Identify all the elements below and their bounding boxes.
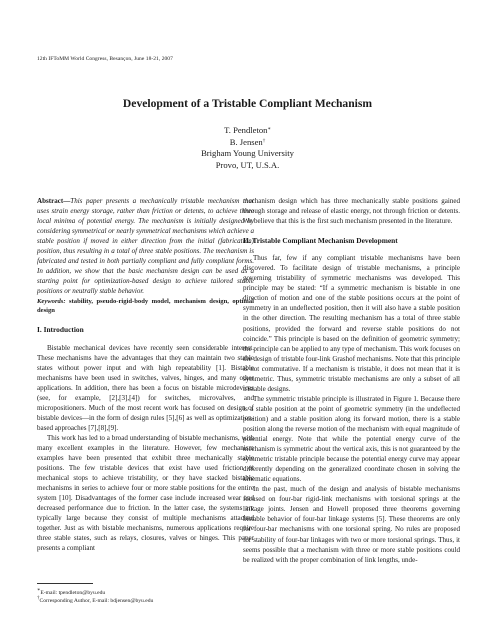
- intro-paragraph-2: This work has led to a broad understanding of bistable mechanisms, with many excellent examples in the literature. However, few mechanism examples have been presented that exhibit three mechanically stable positions. The few tristable devices that exist have used friction or mechanical stops to achieve tristability, or they have stacked bistable mechanisms in series to achieve four or more stable positions for the entire system [10]. Disadvantages of the former case include increased wear and decreased performance due to friction. In the latter case, the systems are typically large because they consist of multiple mechanisms attached together. Just as with bistable mechanisms, numerous applications require three stable states, such as relays, closures, valves or hinges. This paper presents a compliant: [37, 433, 254, 553]
- author-2: [0, 137, 495, 149]
- abstract: [37, 196, 254, 296]
- author-block: [0, 125, 495, 171]
- intro-paragraph-3: mechanism design which has three mechanically stable positions gained through storage and release of elastic energy, not through friction or detents. We believe that this is the first such mechanism presented in the literature.: [243, 197, 460, 226]
- author-1: [0, 125, 495, 137]
- location: Provo, UT, U.S.A.: [215, 159, 280, 170]
- footnote-1-text: E-mail: tpendleton@byu.edu: [40, 590, 106, 596]
- keywords: [37, 298, 254, 315]
- affiliation: Brigham Young University: [201, 148, 294, 158]
- right-column: [243, 196, 460, 565]
- footnote-1: [37, 589, 254, 597]
- footnote-2: [37, 597, 254, 605]
- paper-title: Development of a Tristable Compliant Mechanism: [122, 97, 373, 110]
- section2-paragraph-1: Thus far, few if any compliant tristable mechanisms have been discovered. To facilitate design of tristable mechanisms, a principle governing tristability of symmetric mechanisms was developed. This principle may be stated: “If a symmetric mechanism is bistable in one direction of motion and one of the stable positions occurs at the point of symmetry in an undeflected position, then it will also have a stable position in the other direction. The resulting mechanism has a total of three stable positions, provided the forward and reverse stable positions do not coincide.” This principle is based on the definition of geometric symmetry; the principle can be applied to any type of mechanism. This work focuses on the design of tristable four-link Grashof mechanisms. Note that this principle is not commutative. If a mechanism is tristable, it does not mean that it is symmetric. Thus, symmetric tristable mechanisms are only a subset of all tristable designs.: [243, 254, 460, 393]
- author-2-name: B. Jensen: [229, 136, 263, 147]
- keywords-text: stability, pseudo-rigid-body model, mechanism design, optimal design: [37, 298, 254, 314]
- author-2-footnote-mark: †: [262, 138, 266, 144]
- footnote-1-mark: ∗: [37, 588, 41, 593]
- author-1-name: T. Pendleton: [224, 125, 268, 135]
- abstract-text: This paper presents a mechanically tristable mechanism that uses strain energy storage, rather than friction or detents, to achieve three local minima of potential energy. The mechanism is initially designed by considering symmetrical or nearly symmetrical mechanisms which achieve a stable position if moved in either direction from the initial (fabrication) position, thus resulting in a total of three stable positions. The mechanism is fabricated and tested in both partially compliant and fully compliant forms. In addition, we show that the basic mechanism design can be used as a starting point for optimization-based design to achieve tailored stable positions or neutrally stable behavior.: [37, 197, 254, 296]
- keywords-label: Keywords:: [37, 298, 66, 306]
- footnotes: [37, 583, 254, 605]
- section-heading-introduction: I. Introduction: [37, 325, 84, 335]
- abstract-label: Abstract—: [37, 197, 71, 205]
- running-header: 12th IFToMM World Congress, Besançon, June 18-21, 2007: [37, 56, 173, 62]
- footnote-2-mark: †: [37, 596, 40, 601]
- intro-paragraph-1: Bistable mechanical devices have recently seen considerable interest. These mechanisms have the advantages that they can maintain two stable states without power input and with high repeatability [1]. Bistable mechanisms have been used in switches, valves, hinges, and many other applications. In addition, there has been a focus on bistable microdevices (see, for example, [2],[3],[4]) for switches, microvalves, and micropositioners. Much of the most recent work has focused on design of bistable devices—in the form of design rules [5],[6] as well as optimization-based approaches [7],[8],[9].: [37, 343, 254, 432]
- section2-paragraph-3: In the past, much of the design and analysis of bistable mechanisms focused on four-bar rigid-link mechanisms with torsional springs at the linkage joints. Jensen and Howell proposed three theorems governing bistable behavior of four-bar linkage systems [5]. These theorems are only for four-bar mechanisms with one torsional spring. No rules are proposed for stability of four-bar linkages with two or more torsional springs. Thus, it seems possible that a mechanism with three or more stable positions could be realized with the proper combination of link lengths, unde-: [243, 485, 460, 564]
- footnote-2-text: Corresponding Author, E-mail: bdjensen@byu.edu: [39, 598, 154, 604]
- left-column: [37, 196, 254, 554]
- section-heading-development: II. Tristable Compliant Mechanism Development: [243, 236, 398, 246]
- section2-paragraph-2: The symmetric tristable principle is illustrated in Figure 1. Because there is a stable position at the point of geometric symmetry (in the undeflected position) and a stable position along its forward motion, there is a stable position along the reverse motion of the mechanism with equal magnitude of potential energy. Note that while the potential energy curve of the mechanism is symmetric about the vertical axis, this is not guaranteed by the symmetric tristable principle because the potential energy curve may appear differently depending on the generalized coordinate chosen in solving the kinematic equations.: [243, 394, 460, 484]
- footnote-rule: [37, 583, 93, 584]
- author-1-footnote-mark: ∗: [267, 127, 271, 132]
